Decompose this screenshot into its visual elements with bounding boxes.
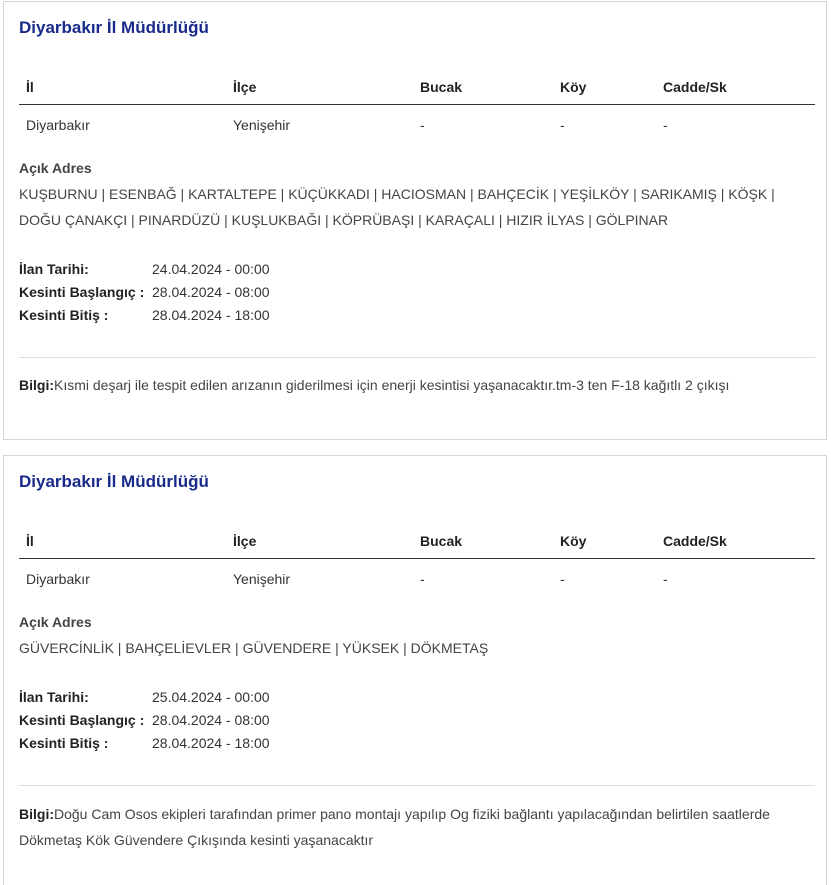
info-label: Bilgi: bbox=[19, 806, 54, 822]
cell-cadde: - bbox=[663, 571, 668, 587]
info-text bbox=[19, 801, 809, 853]
date-row-end bbox=[19, 307, 270, 330]
cell-cadde: - bbox=[663, 117, 668, 133]
divider bbox=[19, 785, 815, 786]
date-value: 28.04.2024 - 18:00 bbox=[152, 735, 270, 751]
date-value: 28.04.2024 - 18:00 bbox=[152, 307, 270, 323]
location-table bbox=[19, 528, 815, 588]
date-value: 28.04.2024 - 08:00 bbox=[152, 284, 270, 300]
column-header-koy: Köy bbox=[553, 528, 656, 559]
column-header-il: İl bbox=[19, 528, 226, 559]
cell-bucak: - bbox=[420, 117, 425, 133]
column-header-cadde: Cadde/Sk bbox=[656, 528, 815, 559]
date-row-end bbox=[19, 735, 270, 758]
table-header-row bbox=[19, 528, 815, 559]
card-title: Diyarbakır İl Müdürlüğü bbox=[19, 18, 209, 37]
address-text: GÜVERCİNLİK | BAHÇELİEVLER | GÜVENDERE | YÜKSEK | DÖKMETAŞ bbox=[19, 640, 489, 656]
outage-card bbox=[3, 455, 827, 885]
date-key: Kesinti Bitiş : bbox=[19, 735, 109, 751]
cell-il: Diyarbakır bbox=[26, 117, 90, 133]
column-header-cadde: Cadde/Sk bbox=[656, 74, 815, 105]
cell-koy: - bbox=[560, 571, 565, 587]
date-row-announcement bbox=[19, 261, 270, 284]
date-row-start bbox=[19, 712, 270, 735]
column-header-il: İl bbox=[19, 74, 226, 105]
address-label: Açık Adres bbox=[19, 614, 92, 630]
date-value: 25.04.2024 - 00:00 bbox=[152, 689, 270, 705]
column-header-ilce: İlçe bbox=[226, 528, 413, 559]
info-body: Doğu Cam Osos ekipleri tarafından primer pano montajı yapılıp Og fiziki bağlantı yapılacağından belirtilen saatlerde Dökmetaş Kök Güvendere Çıkışında kesinti yaşanacaktır bbox=[19, 806, 770, 848]
date-row-announcement bbox=[19, 689, 270, 712]
date-key: Kesinti Başlangıç : bbox=[19, 712, 145, 728]
column-header-koy: Köy bbox=[553, 74, 656, 105]
date-key: Kesinti Bitiş : bbox=[19, 307, 109, 323]
table-row bbox=[19, 105, 815, 135]
date-value: 24.04.2024 - 00:00 bbox=[152, 261, 270, 277]
divider bbox=[19, 357, 815, 358]
column-header-bucak: Bucak bbox=[413, 74, 553, 105]
date-row-start bbox=[19, 284, 270, 307]
address-label: Açık Adres bbox=[19, 160, 92, 176]
table-row bbox=[19, 559, 815, 589]
info-label: Bilgi: bbox=[19, 377, 54, 393]
date-key: İlan Tarihi: bbox=[19, 261, 89, 277]
address-text: KUŞBURNU | ESENBAĞ | KARTALTEPE | KÜÇÜKKADI | HACIOSMAN | BAHÇECİK | YEŞİLKÖY | SARIKAMIŞ | KÖŞK | DOĞU ÇANAKÇI | PINARDÜZÜ | KUŞLUKBAĞI | KÖPRÜBAŞI | KARAÇALI | HIZIR İLYAS | GÖLPINAR bbox=[19, 186, 775, 228]
date-value: 28.04.2024 - 08:00 bbox=[152, 712, 270, 728]
date-key: İlan Tarihi: bbox=[19, 689, 89, 705]
cell-bucak: - bbox=[420, 571, 425, 587]
info-text bbox=[19, 372, 809, 398]
card-title: Diyarbakır İl Müdürlüğü bbox=[19, 472, 209, 491]
table-header-row bbox=[19, 74, 815, 105]
cell-ilce: Yenişehir bbox=[233, 571, 291, 587]
cell-ilce: Yenişehir bbox=[233, 117, 291, 133]
date-list bbox=[19, 261, 270, 330]
info-body: Kısmi deşarj ile tespit edilen arızanın giderilmesi için enerji kesintisi yaşanacaktır.tm-3 ten F-18 kağıtlı 2 çıkışı bbox=[54, 377, 730, 393]
cell-il: Diyarbakır bbox=[26, 571, 90, 587]
location-table bbox=[19, 74, 815, 134]
column-header-ilce: İlçe bbox=[226, 74, 413, 105]
date-key: Kesinti Başlangıç : bbox=[19, 284, 145, 300]
date-list bbox=[19, 689, 270, 758]
cell-koy: - bbox=[560, 117, 565, 133]
outage-card bbox=[3, 1, 827, 440]
column-header-bucak: Bucak bbox=[413, 528, 553, 559]
